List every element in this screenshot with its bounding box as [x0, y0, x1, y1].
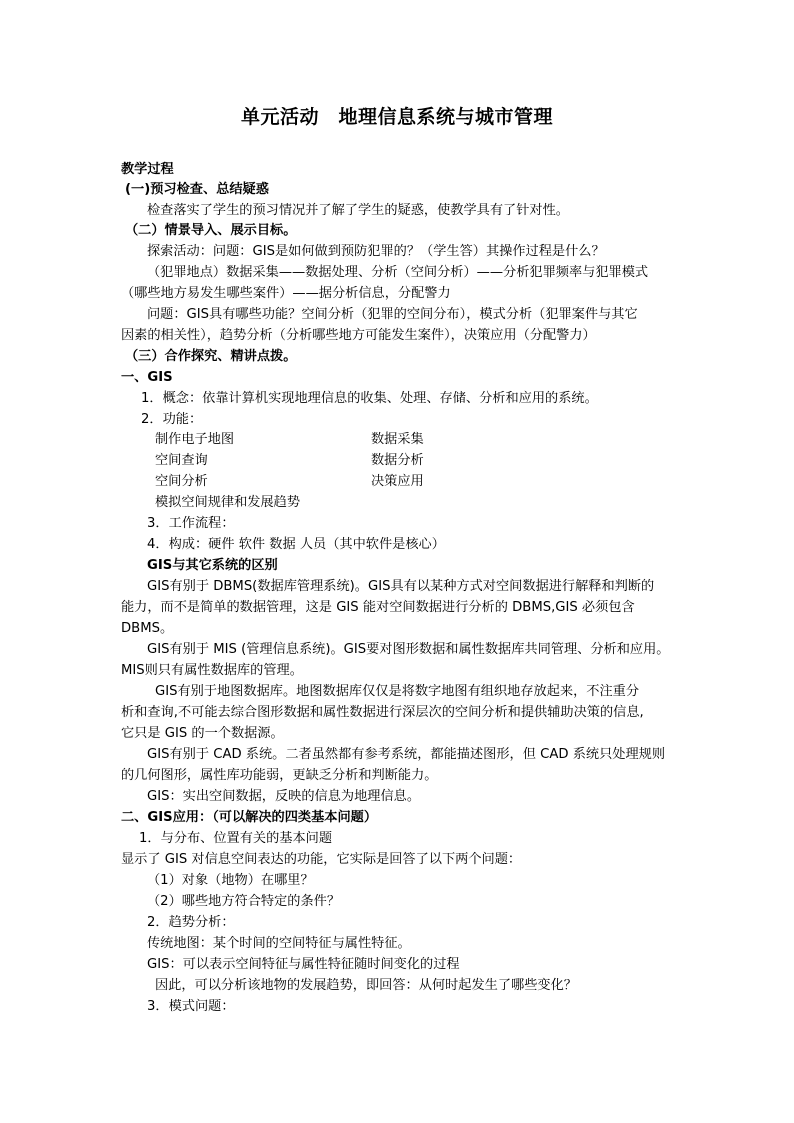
gis-concept: 1．概念：依靠计算机实现地理信息的收集、处理、存储、分析和应用的系统。 [141, 391, 598, 406]
part2-line: （犯罪地点）数据采集——数据处理、分析（空间分析）——分析犯罪频率与犯罪模式 [147, 265, 649, 280]
gis-essence: GIS：实出空间数据，反映的信息为地理信息。 [147, 789, 421, 804]
function-row [121, 451, 715, 471]
part2-heading: （二）情景导入、展示目标。 [125, 223, 297, 238]
function-item: 数据采集 [371, 432, 424, 447]
app-item-2-gis: GIS：可以表示空间特征与属性特征随时间变化的过程 [147, 957, 460, 972]
diff-dbms-line: GIS有别于 DBMS(数据库管理系统)。GIS具有以某种方式对空间数据进行解释和判断的 [147, 579, 655, 594]
function-item: 制作电子地图 [155, 432, 235, 447]
diff-map-line: 析和查询,不可能去综合图形数据和属性数据进行深层次的空间分析和提供辅助决策的信息, [121, 705, 644, 720]
function-item: 空间分析 [155, 474, 208, 489]
diff-cad-line: GIS有别于 CAD 系统。二者虽然都有参考系统，都能描述图形，但 CAD 系统只处理规则 [147, 747, 666, 762]
app-item-2: 2．趋势分析： [147, 915, 235, 930]
app-heading: 二、GIS应用：（可以解决的四类基本问题） [121, 810, 378, 825]
part2-line: 因素的相关性），趋势分析（分析哪些地方可能发生案件），决策应用（分配警力） [121, 328, 596, 343]
function-item: 决策应用 [371, 474, 424, 489]
app-item-1-desc: 显示了 GIS 对信息空间表达的功能，它实际是回答了以下两个问题： [121, 852, 522, 867]
part2-line: （哪些地方易发生哪些案件）——据分析信息，分配警力 [121, 286, 451, 301]
gis-functions-label: 2．功能： [141, 412, 203, 427]
function-item: 模拟空间规律和发展趋势 [155, 495, 301, 510]
section-teaching-heading: 教学过程 [121, 162, 174, 177]
diff-map-line: GIS有别于地图数据库。地图数据库仅仅是将数字地图有组织地存放起来，不注重分 [155, 684, 640, 699]
diff-dbms-line: DBMS。 [121, 621, 174, 636]
part2-line: 探索活动：问题：GIS是如何做到预防犯罪的？（学生答）其操作过程是什么？ [147, 244, 605, 259]
app-item-3: 3．模式问题： [147, 999, 235, 1014]
diff-map-line: 它只是 GIS 的一个数据源。 [121, 726, 284, 741]
function-item: 数据分析 [371, 453, 424, 468]
part3-heading: （三）合作探究、精讲点拨。 [125, 349, 297, 364]
diff-mis-line: GIS有别于 MIS (管理信息系统)。GIS要对图形数据和属性数据库共同管理、分析和应用。 [147, 642, 670, 657]
part2-line: 问题：GIS具有哪些功能？空间分析（犯罪的空间分布），模式分析（犯罪案件与其它 [147, 307, 638, 322]
part1-heading: (一)预习检查、总结疑惑 [125, 182, 269, 197]
gis-composition: 4．构成：硬件 软件 数据 人员（其中软件是核心） [147, 537, 445, 552]
part1-text: 检查落实了学生的预习情况并了解了学生的疑惑，使教学具有了针对性。 [147, 203, 569, 218]
app-item-1-question: （2）哪些地方符合特定的条件？ [147, 894, 341, 909]
app-item-2-question: 因此，可以分析该地物的发展趋势，即回答：从何时起发生了哪些变化？ [155, 978, 577, 993]
app-item-2-traditional: 传统地图：某个时间的空间特征与属性特征。 [147, 936, 411, 951]
function-row [121, 472, 715, 492]
diff-cad-line: 的几何图形，属性库功能弱，更缺乏分析和判断能力。 [121, 768, 438, 783]
function-row [121, 430, 715, 450]
diff-mis-line: MIS则只有属性数据库的管理。 [121, 663, 303, 678]
app-item-1-question: （1）对象（地物）在哪里？ [147, 873, 314, 888]
diff-heading: GIS与其它系统的区别 [147, 558, 278, 573]
gis-workflow: 3．工作流程： [147, 516, 235, 531]
app-item-1: 1．与分布、位置有关的基本问题 [139, 831, 333, 846]
gis-heading: 一、GIS [121, 370, 173, 385]
page-title: 单元活动 地理信息系统与城市管理 [240, 106, 553, 128]
function-item: 空间查询 [155, 453, 208, 468]
diff-dbms-line: 能力，而不是简单的数据管理，这是 GIS 能对空间数据进行分析的 DBMS,GIS 必须包含 [121, 600, 635, 615]
